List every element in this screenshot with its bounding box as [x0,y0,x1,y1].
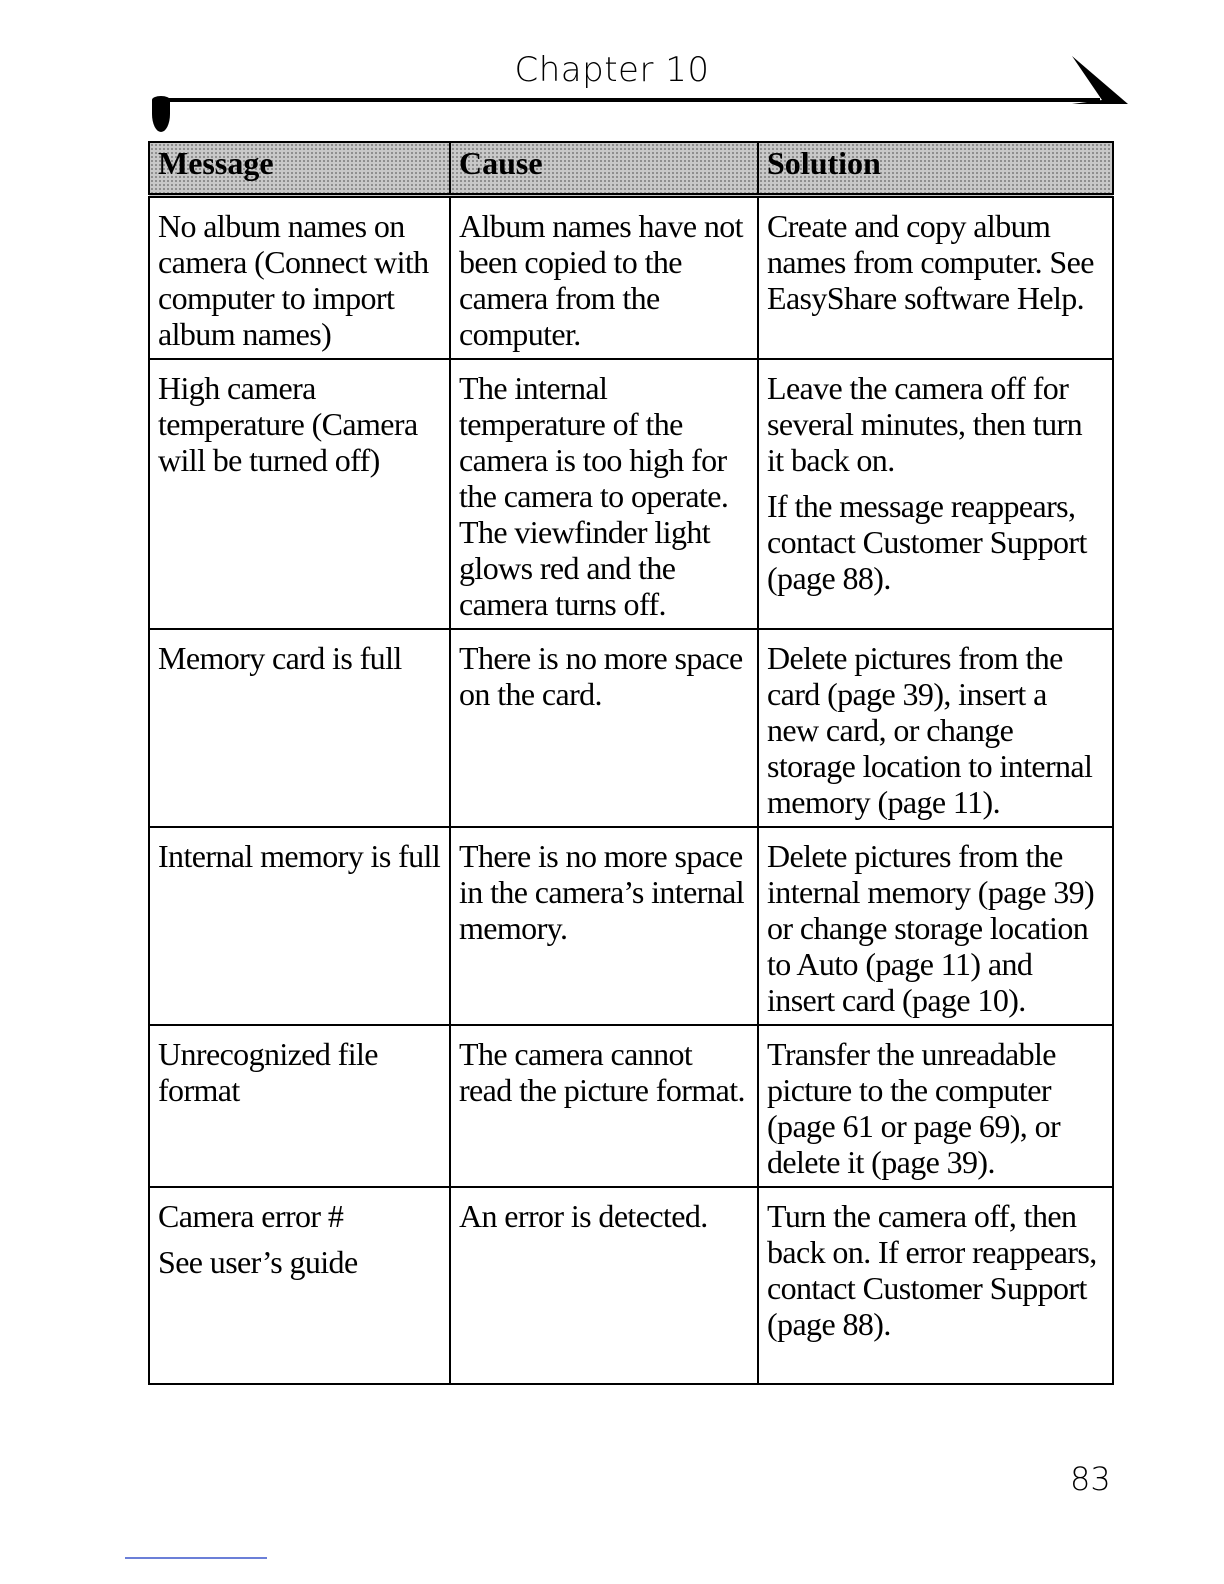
column-header-cause: Cause [450,142,758,196]
cause-cell [450,629,758,827]
table-row [149,1187,1113,1384]
solution-text: Transfer the unreadable picture to the computer (page 61 or page 69), or delete it (page 39). [767,1036,1061,1180]
message-text: See user’s guide [158,1244,358,1280]
column-header-solution: Solution [758,142,1113,196]
message-cell [149,359,450,629]
cause-text: The internal temperature of the camera is too high for the camera to operate. The viewfinder light glows red and the camera turns off. [459,370,729,622]
footer-divider [125,1557,267,1559]
cause-cell [450,1025,758,1187]
solution-cell [758,196,1113,360]
table-row [149,827,1113,1025]
cause-cell [450,1187,758,1384]
cause-text: The camera cannot read the picture format. [459,1036,745,1108]
chapter-title: Chapter 10 [514,50,710,90]
message-cell [149,629,450,827]
cause-cell [450,196,758,360]
table-row [149,196,1113,360]
solution-text: If the message reappears, contact Customer Support (page 88). [767,488,1087,596]
table-row [149,629,1113,827]
message-text: No album names on camera (Connect with computer to import album names) [158,208,429,352]
solution-text: Turn the camera off, then back on. If error reappears, contact Customer Support (page 88). [767,1198,1097,1342]
cause-text: There is no more space on the card. [459,640,743,712]
cause-cell [450,359,758,629]
solution-cell [758,827,1113,1025]
cause-text: An error is detected. [459,1198,708,1234]
solution-cell [758,1025,1113,1187]
page-number: 83 [1070,1460,1111,1498]
message-text: High camera temperature (Camera will be turned off) [158,370,418,478]
message-text: Unrecognized file format [158,1036,378,1108]
header-rule-end [152,96,170,132]
table-row [149,1025,1113,1187]
message-text: Internal memory is full [158,838,441,874]
table-row [149,359,1113,629]
solution-text: Delete pictures from the card (page 39), insert a new card, or change storage location to internal memory (page 11). [767,640,1093,820]
troubleshooting-table [148,141,1114,1385]
table-header-row [149,142,1113,196]
cause-cell [450,827,758,1025]
message-cell [149,827,450,1025]
solution-text: Delete pictures from the internal memory (page 39) or change storage location to Auto (page 11) and insert card (page 10). [767,838,1095,1018]
column-header-message: Message [149,142,450,196]
message-cell [149,1025,450,1187]
solution-cell [758,359,1113,629]
message-cell [149,196,450,360]
solution-cell [758,629,1113,827]
solution-cell [758,1187,1113,1384]
cause-text: There is no more space in the camera’s internal memory. [459,838,745,946]
solution-text: Leave the camera off for several minutes, then turn it back on. [767,370,1082,478]
message-text: Memory card is full [158,640,402,676]
message-cell [149,1187,450,1384]
header-rule [160,98,1100,102]
cause-text: Album names have not been copied to the camera from the computer. [459,208,743,352]
message-text: Camera error # [158,1198,344,1234]
solution-text: Create and copy album names from computer. See EasyShare software Help. [767,208,1094,316]
